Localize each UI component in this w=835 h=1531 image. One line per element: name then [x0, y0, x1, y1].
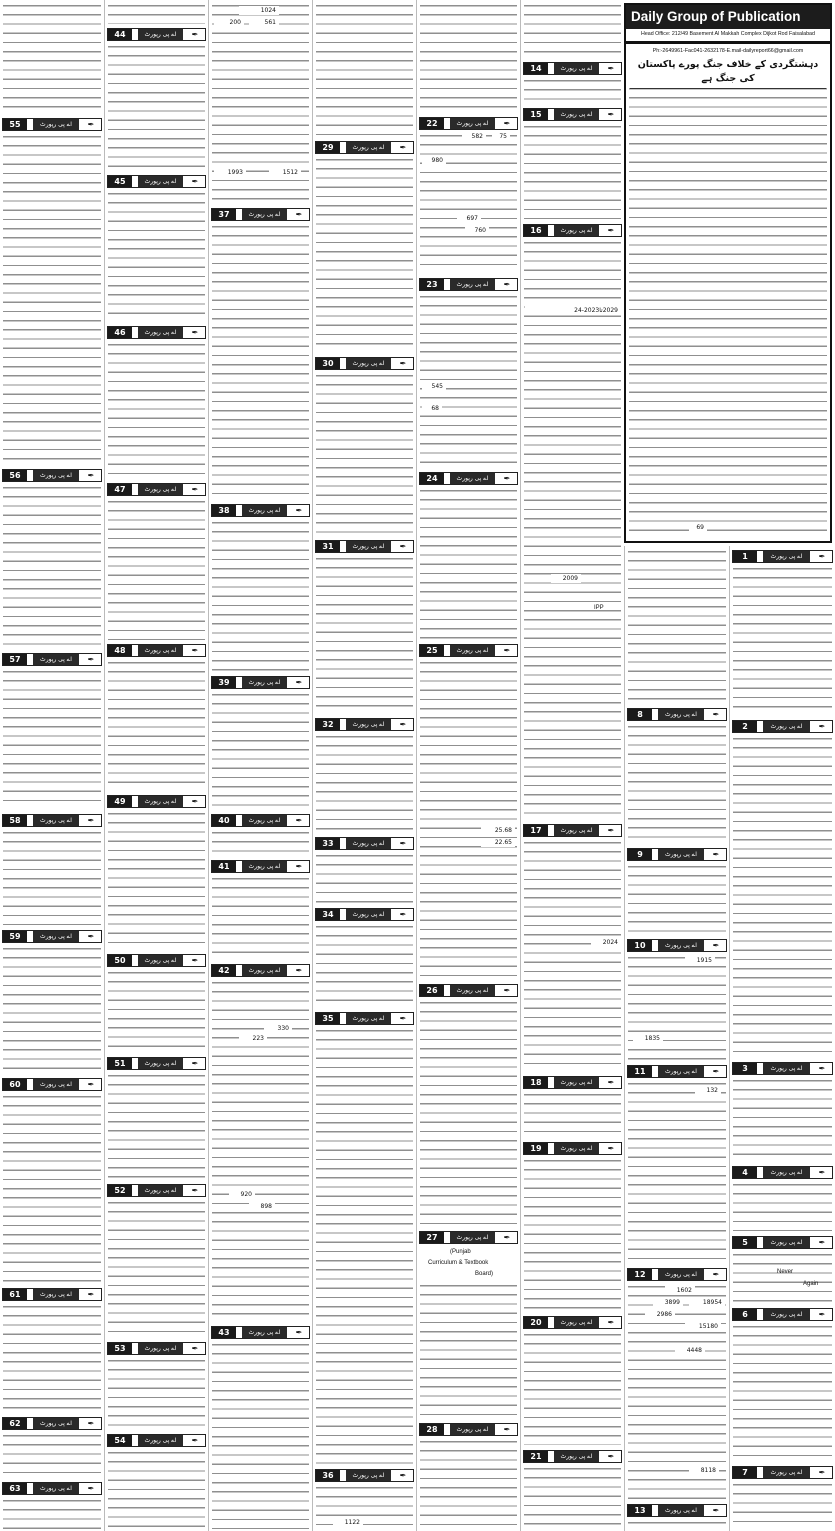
report-tag-26[interactable]: 26 اے پی رپورٹ ✒	[419, 984, 518, 997]
report-tag-21[interactable]: 21 اے پی رپورٹ ✒	[523, 1450, 622, 1463]
column-4	[312, 0, 416, 1531]
report-tag-41[interactable]: 41 اے پی رپورٹ ✒	[211, 860, 310, 873]
report-tag-25[interactable]: 25 اے پی رپورٹ ✒	[419, 644, 518, 657]
masthead	[624, 3, 832, 543]
report-tag-57[interactable]: 57 اے پی رپورٹ ✒	[2, 653, 102, 666]
report-tag-6[interactable]: 6 اے پی رپورٹ ✒	[732, 1308, 833, 1321]
number-1122: 1122	[333, 1518, 363, 1527]
report-tag-35[interactable]: 35 اے پی رپورٹ ✒	[315, 1012, 414, 1025]
report-tag-53[interactable]: 53 اے پی رپورٹ ✒	[107, 1342, 206, 1355]
report-tag-4[interactable]: 4 اے پی رپورٹ ✒	[732, 1166, 833, 1179]
report-tag-39[interactable]: 39 اے پی رپورٹ ✒	[211, 676, 310, 689]
masthead-article	[629, 85, 827, 537]
report-tag-55[interactable]: 55 اے پی رپورٹ ✒	[2, 118, 102, 131]
number-132: 132	[695, 1086, 721, 1095]
column-5	[416, 0, 520, 1531]
number-1512: 1512	[269, 168, 301, 177]
report-tag-48[interactable]: 48 اے پی رپورٹ ✒	[107, 644, 206, 657]
report-tag-60[interactable]: 60 اے پی رپورٹ ✒	[2, 1078, 102, 1091]
number-200: 200	[214, 18, 244, 27]
number-223: 223	[239, 1034, 267, 1043]
report-tag-13[interactable]: 13 اے پی رپورٹ ✒	[627, 1504, 727, 1517]
report-tag-20[interactable]: 20 اے پی رپورٹ ✒	[523, 1316, 622, 1329]
masthead-title: Daily Group of Publication	[626, 5, 830, 29]
masthead-contact: Ph:-2649961-Fac041-2632178-E.mail-dailyreport66@gmail.com	[652, 48, 804, 54]
number-2009: 2009	[551, 574, 581, 583]
number-2986: 2986	[645, 1310, 675, 1319]
column-7	[624, 546, 729, 1531]
number-760: 760	[465, 226, 489, 235]
report-tag-33[interactable]: 33 اے پی رپورٹ ✒	[315, 837, 414, 850]
report-tag-22[interactable]: 22 اے پی رپورٹ ✒	[419, 117, 518, 130]
report-tag-30[interactable]: 30 اے پی رپورٹ ✒	[315, 357, 414, 370]
report-tag-8[interactable]: 8 اے پی رپورٹ ✒	[627, 708, 727, 721]
number-1993: 1993	[214, 168, 246, 177]
report-tag-62[interactable]: 62 اے پی رپورٹ ✒	[2, 1417, 102, 1430]
report-tag-40[interactable]: 40 اے پی رپورٹ ✒	[211, 814, 310, 827]
punjab-text: (Punjab	[450, 1249, 471, 1255]
report-tag-7[interactable]: 7 اے پی رپورٹ ✒	[732, 1466, 833, 1479]
report-tag-52[interactable]: 52 اے پی رپورٹ ✒	[107, 1184, 206, 1197]
report-tag-58[interactable]: 58 اے پی رپورٹ ✒	[2, 814, 102, 827]
report-tag-44[interactable]: 44 اے پی رپورٹ ✒	[107, 28, 206, 41]
number-697: 697	[457, 214, 481, 223]
number-2024: 2024	[591, 938, 621, 947]
report-tag-50[interactable]: 50 اے پی رپورٹ ✒	[107, 954, 206, 967]
masthead-headline: دہشتگردی کے خلاف جنگ پورے پاکستان کی جنگ ہے	[630, 56, 826, 89]
number-22-65: 22.65	[481, 838, 515, 847]
report-tag-10[interactable]: 10 اے پی رپورٹ ✒	[627, 939, 727, 952]
never-text: Never	[777, 1269, 794, 1275]
curriculum-text: Curriculum & Textbook	[428, 1260, 489, 1266]
again-text: Again	[803, 1281, 819, 1287]
report-tag-61[interactable]: 61 اے پی رپورٹ ✒	[2, 1288, 102, 1301]
report-tag-27[interactable]: 27 اے پی رپورٹ ✒	[419, 1231, 518, 1244]
report-tag-15[interactable]: 15 اے پی رپورٹ ✒	[523, 108, 622, 121]
report-tag-54[interactable]: 54 اے پی رپورٹ ✒	[107, 1434, 206, 1447]
number-545: 545	[422, 382, 446, 391]
number-18954: 18954	[689, 1298, 725, 1307]
number-1024: 1024	[239, 6, 279, 15]
number-1915: 1915	[685, 956, 715, 965]
number-4448: 4448	[675, 1346, 705, 1355]
report-tag-9[interactable]: 9 اے پی رپورٹ ✒	[627, 848, 727, 861]
report-tag-43[interactable]: 43 اے پی رپورٹ ✒	[211, 1326, 310, 1339]
number-15180: 15180	[685, 1322, 721, 1331]
number-980: 980	[422, 156, 446, 165]
board-text: Board)	[475, 1271, 494, 1277]
number-920: 920	[229, 1190, 255, 1199]
number-8118: 8118	[689, 1466, 719, 1475]
number-1602: 1602	[665, 1286, 695, 1295]
number-2029: 2029تا2023-24	[525, 306, 621, 315]
report-tag-34[interactable]: 34 اے پی رپورٹ ✒	[315, 908, 414, 921]
report-tag-38[interactable]: 38 اے پی رپورٹ ✒	[211, 504, 310, 517]
column-3	[208, 0, 312, 1531]
number-898: 898	[249, 1202, 275, 1211]
number-25-68: 25.68	[481, 826, 515, 835]
report-tag-32[interactable]: 32 اے پی رپورٹ ✒	[315, 718, 414, 731]
report-tag-16[interactable]: 16 اے پی رپورٹ ✒	[523, 224, 622, 237]
report-tag-3[interactable]: 3 اے پی رپورٹ ✒	[732, 1062, 833, 1075]
number-561: 561	[249, 18, 279, 27]
report-tag-36[interactable]: 36 اے پی رپورٹ ✒	[315, 1469, 414, 1482]
report-tag-1[interactable]: 1 اے پی رپورٹ ✒	[732, 550, 833, 563]
report-tag-29[interactable]: 29 اے پی رپورٹ ✒	[315, 141, 414, 154]
number-69: 69	[689, 523, 707, 532]
column-2	[104, 0, 208, 1531]
report-tag-49[interactable]: 49 اے پی رپورٹ ✒	[107, 795, 206, 808]
report-tag-24[interactable]: 24 اے پی رپورٹ ✒	[419, 472, 518, 485]
report-tag-19[interactable]: 19 اے پی رپورٹ ✒	[523, 1142, 622, 1155]
number-3899: 3899	[653, 1298, 683, 1307]
report-tag-42[interactable]: 42 اے پی رپورٹ ✒	[211, 964, 310, 977]
report-tag-31[interactable]: 31 اے پی رپورٹ ✒	[315, 540, 414, 553]
report-tag-14[interactable]: 14 اے پی رپورٹ ✒	[523, 62, 622, 75]
report-tag-46[interactable]: 46 اے پی رپورٹ ✒	[107, 326, 206, 339]
number-75: 75	[492, 132, 510, 141]
report-tag-23[interactable]: 23 اے پی رپورٹ ✒	[419, 278, 518, 291]
report-tag-11[interactable]: 11 اے پی رپورٹ ✒	[627, 1065, 727, 1078]
report-tag-17[interactable]: 17 اے پی رپورٹ ✒	[523, 824, 622, 837]
report-tag-59[interactable]: 59 اے پی رپورٹ ✒	[2, 930, 102, 943]
report-tag-47[interactable]: 47 اے پی رپورٹ ✒	[107, 483, 206, 496]
report-tag-5[interactable]: 5 اے پی رپورٹ ✒	[732, 1236, 833, 1249]
report-tag-63[interactable]: 63 اے پی رپورٹ ✒	[2, 1482, 102, 1495]
column-6	[520, 0, 624, 1531]
report-tag-28[interactable]: 28 اے پی رپورٹ ✒	[419, 1423, 518, 1436]
number-330: 330	[264, 1024, 292, 1033]
report-tag-51[interactable]: 51 اے پی رپورٹ ✒	[107, 1057, 206, 1070]
number-582: 582	[462, 132, 486, 141]
masthead-office: Head Office: 212/49 Basement Al Makkah Complex Dijkot Rod Faisalabad	[641, 31, 815, 37]
column-8	[729, 546, 835, 1531]
masthead-divider	[626, 41, 830, 44]
report-tag-12[interactable]: 12 اے پی رپورٹ ✒	[627, 1268, 727, 1281]
ipp-text: IPP	[594, 605, 604, 611]
report-tag-56[interactable]: 56 اے پی رپورٹ ✒	[2, 469, 102, 482]
report-tag-18[interactable]: 18 اے پی رپورٹ ✒	[523, 1076, 622, 1089]
report-tag-2[interactable]: 2 اے پی رپورٹ ✒	[732, 720, 833, 733]
report-tag-45[interactable]: 45 اے پی رپورٹ ✒	[107, 175, 206, 188]
report-tag-37[interactable]: 37 اے پی رپورٹ ✒	[211, 208, 310, 221]
column-1	[0, 0, 104, 1531]
number-1835: 1835	[633, 1034, 663, 1043]
number-68: 68	[422, 404, 442, 413]
